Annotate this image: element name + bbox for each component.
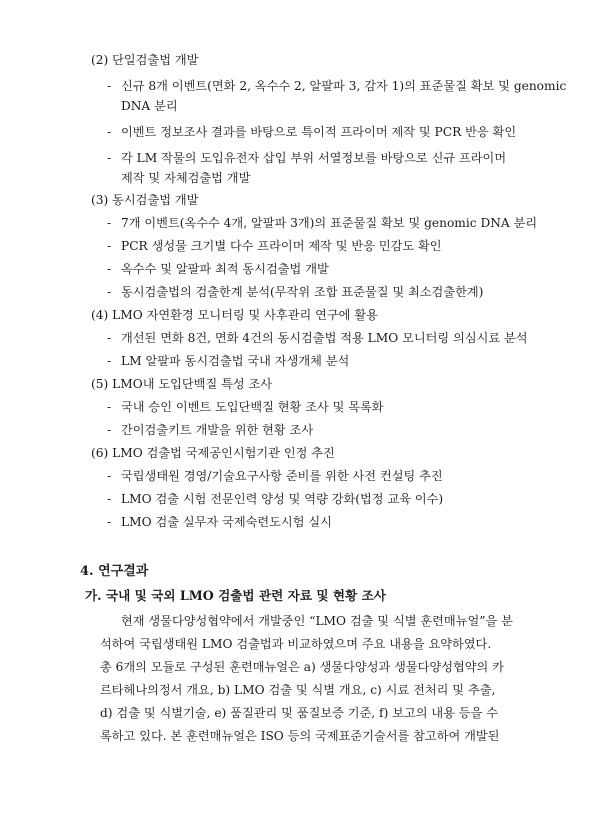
section-5-bullet-2: - 간이검출키트 개발을 위한 현황 조사 [107, 423, 314, 437]
section-2-bullet-2: - 이벤트 정보조사 결과를 바탕으로 특이적 프라이머 제작 및 PCR 반응 확인 [107, 125, 517, 139]
section-6-heading: (6) LMO 검출법 국제공인시험기관 인정 추진 [91, 446, 335, 460]
section-2-heading: (2) 단일검출법 개발 [91, 53, 199, 67]
section-3-bullet-3: - 옥수수 및 알팔파 최적 동시검출법 개발 [107, 262, 329, 276]
section-2-bullet-1: - 신규 8개 이벤트(면화 2, 옥수수 2, 알팔파 3, 감자 1)의 표준물질 확보 및 genomic [107, 79, 567, 93]
section-6-bullet-2: - LMO 검출 시험 전문인력 양성 및 역량 강화(법정 교육 이수) [107, 492, 444, 506]
section-2-bullet-3: - 각 LM 작물의 도입유전자 삽입 부위 서열정보를 바탕으로 신규 프라이머 [107, 151, 507, 165]
section-6-bullet-3: - LMO 검출 실무자 국제숙련도시험 실시 [107, 515, 332, 529]
section-3-bullet-2: - PCR 생성물 크기별 다수 프라이머 제작 및 반응 민감도 확인 [107, 239, 442, 253]
section-3-heading: (3) 동시검출법 개발 [91, 193, 199, 207]
section-6-bullet-1: - 국립생태원 경영/기술요구사항 준비를 위한 사전 컨설팅 추진 [107, 469, 443, 483]
section-5-bullet-1: - 국내 승인 이벤트 도입단백질 현황 조사 및 목록화 [107, 400, 384, 414]
results-paragraph-line-3: 총 6개의 모듈로 구성된 훈련매뉴얼은 a) 생물다양성과 생물다양성협약의 카 [100, 660, 504, 674]
section-4-bullet-2: - LM 알팔파 동시검출법 국내 자생개체 분석 [107, 354, 350, 368]
results-heading: 4. 연구결과 [80, 564, 149, 579]
section-2-bullet-3-cont: 제작 및 자체검출법 개발 [121, 171, 251, 185]
results-paragraph-line-4: 르타헤나의정서 개요, b) LMO 검출 및 식별 개요, c) 시료 전처리 및 추출, [100, 683, 496, 697]
results-paragraph-line-1: 현재 생물다양성협약에서 개발중인 “LMO 검출 및 식별 훈련매뉴얼”을 분 [121, 614, 513, 628]
section-2-bullet-1-cont: DNA 분리 [121, 99, 178, 113]
section-4-bullet-1: - 개선된 면화 8건, 면화 4건의 동시검출법 적용 LMO 모니터링 의심시료 분석 [107, 331, 528, 345]
results-paragraph-line-5: d) 검출 및 식별기술, e) 품질관리 및 품질보증 기준, f) 보고의 내용 등을 수 [100, 706, 499, 720]
results-subheading: 가. 국내 및 국외 LMO 검출법 관련 자료 및 현황 조사 [85, 588, 386, 603]
section-3-bullet-4: - 동시검출법의 검출한계 분석(무작위 조합 표준물질 및 최소검출한계) [107, 285, 484, 299]
section-3-bullet-1: - 7개 이벤트(옥수수 4개, 알팔파 3개)의 표준물질 확보 및 genomic DNA 분리 [107, 216, 538, 230]
section-5-heading: (5) LMO내 도입단백질 특성 조사 [91, 377, 273, 391]
results-paragraph-line-2: 석하여 국립생태원 LMO 검출법과 비교하였으며 주요 내용을 요약하였다. [100, 637, 492, 651]
section-4-heading: (4) LMO 자연환경 모니터링 및 사후관리 연구에 활용 [91, 308, 378, 322]
results-paragraph-line-6: 록하고 있다. 본 훈련매뉴얼은 ISO 등의 국제표준기술서를 참고하여 개발된 [100, 729, 500, 743]
